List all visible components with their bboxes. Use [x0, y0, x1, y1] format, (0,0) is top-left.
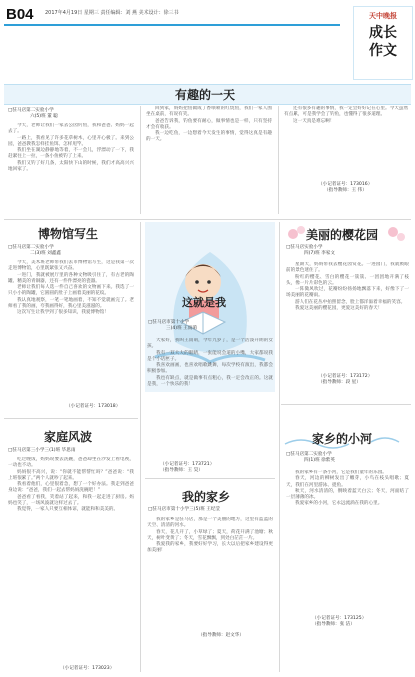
article-byline-yinghua: □驻马店实验小学 四(7)班 李家文: [286, 245, 335, 256]
article-body-youqu-col1: 今天，老师让我们一家去公园钓鱼，我和爸爸、妈妈一起去了。 一路上，我看见了许多花草树木，心里开心极了。来到公园，爸爸教我怎样挂鱼饵、怎样甩竿。 我们坐在湖边静静地等着，不一会儿，浮漂动了一下，我赶紧往上一拉，一条小鱼被钓了上来。 我们又钓了好几条，太阳快下山的时候，我们才高高兴兴地回家了。: [8, 123, 134, 173]
article-title-bowuguan: 博物馆写生: [38, 227, 99, 241]
article-title-youqu: 有趣的一天: [175, 88, 236, 102]
page-number: B04: [6, 6, 34, 23]
article-title-yinghua: 美丽的樱花园: [306, 228, 379, 242]
article-body-jiating: 吃过晚饭，妈妈说要去洗碗，爸爸却坐在沙发上看电视，一动也不动。 妈妈很不高兴，说：“你就不能帮帮忙吗？”爸爸说：“我上班很累了。”两个人就吵了起来。 我看着他们，心里很着急，想了一个好办法。我走到爸爸身边说：“爸爸，我们一起去帮妈妈洗碗吧！” 爸爸看了看我，笑着站了起来，和我一起走进了厨房。妈妈也笑了，一场风波就这样过去了。 我觉得，一家人只要互相体谅，就能和和美美的。: [8, 457, 134, 513]
section-divider: [4, 418, 138, 419]
header-rule: [4, 24, 340, 26]
article-body-yinghua: 星期天，妈妈带我去樱花园赏花。一进园门，我就被眼前的景色迷住了。 粉红的樱花、雪白的樱花一簇簇、一团团地开满了枝头，像一片片彩色的云。 一阵微风吹过，花瓣纷纷扬扬地飘落下来，好像下了一场美丽的花瓣雨。 游人们在花丛中拍照留念，脸上都洋溢着幸福的笑容。 我爱这美丽的樱花园，更爱这美好的春天！: [286, 262, 409, 312]
column-divider: [279, 222, 280, 672]
logo-line-1: 成长: [369, 25, 397, 41]
article-title-zhejiushiwo: 这就是我: [182, 296, 226, 309]
section-divider: [145, 478, 275, 479]
column-divider: [140, 106, 141, 214]
article-byline-zhejiushiwo: □驻马店市第十小学 三(4)班 王雨萌: [148, 320, 197, 331]
article-body-youqu-col3: 还有很多有趣的事情，我一定会好好记在心里。今天虽然有点累，可是我学会了钓鱼，也懂得了很多道理。 这一天真是难忘啊！: [284, 106, 408, 124]
article-note-bowuguan: （小记者证号：173018）: [66, 404, 121, 409]
article-note-wodejiaxiang: （指导教师：赵文华）: [198, 633, 244, 638]
article-title-xiaohe: 家乡的小河: [312, 432, 373, 446]
column-divider: [140, 222, 141, 672]
section-logo: [353, 6, 413, 80]
article-body-youqu-col2: 回到家，妈妈把鱼做成了香喷喷的红烧鱼，我们一家人围坐在桌前，有说有笑。 爸爸告诉我，钓鱼要有耐心，做事情也是一样，只有坚持才会有收获。 我一边吃鱼，一边想着今天发生的事情，觉得这真是有趣的一天。: [146, 106, 272, 143]
article-byline-xiaohe: □驻马店第二实验小学 四(1)班 徐紫英: [286, 452, 335, 463]
article-byline-jiating: □驻马店第三小学三(1)班 毕思雨: [8, 448, 76, 453]
article-title-wodejiaxiang: 我的家乡: [182, 490, 231, 504]
article-body-bowuguan: 今天，美术班老师带我们去市博物馆写生，这是我第一次走进博物馆，心里既紧张又兴奋。 一进门，我就被展厅里的各种文物吸引住了，有古老的陶罐、精美的青铜器，还有一件件漂亮的瓷器。 老师让我们每人选一件自己喜欢的文物画下来。我选了一只小小的陶罐，它圆圆的肚子上画着美丽的花纹。 我认真地观察，一笔一笔地画着，不知不觉就画完了。老师看了我的画，夸我画得好，我心里美滋滋的。 这次写生让我学到了很多知识，我爱博物馆！: [8, 260, 134, 316]
article-byline-wodejiaxiang: □驻马店市第十小学三(5)班 王纪莹: [148, 507, 221, 512]
article-byline-bowuguan: □驻马店第二实验小学 二(3)班 刘鑫鑫: [8, 245, 61, 256]
article-body-wodejiaxiang: 我的家乡是驻马店，那是一个美丽的地方，这里有蓝蓝的天空、清清的河水。 春天，花儿开了，小草绿了；夏天，荷花开满了池塘；秋天，树叶变黄了；冬天，雪花飘飘，到处白茫茫一片。 我爱我的家乡，我要好好学习，长大以后把家乡建设得更加美丽！: [147, 517, 273, 554]
section-divider: [281, 404, 411, 405]
issue-meta: 2017年4月19日 星期三 责任编辑：刘 燕 美术设计：徐三书: [45, 10, 179, 16]
section-divider: [4, 219, 411, 220]
column-divider: [278, 106, 279, 214]
logo-line-2: 作文: [369, 43, 397, 59]
article-body-xiaohe: 我的家乡有一条小河，它是我们童年的乐园。 春天，河边的柳树发出了嫩芽，小鸟在枝头唱歌；夏天，我们在河里游泳、捉鱼。 秋天，河水清清的，倒映着蓝天白云；冬天，河面结了一层薄薄的冰。 我爱家乡的小河，它永远流淌在我的心里。: [286, 470, 409, 507]
article-note-zhejiushiwo: （小记者证号：173721） （指导教师：王 昊）: [160, 462, 215, 473]
article-note-xiaohe: （小记者证号：173125） （指导教师：张 洁）: [312, 616, 367, 627]
article-note-youqu: （小记者证号：173016） （指导教师：王 伟）: [318, 182, 373, 193]
article-body-zhejiushiwo: 大家好，我叫王雨萌，今年九岁了，是一个活泼开朗的女孩。 我有一双大大的眼睛，一张能说会道的小嘴，大家都说我是个小话匣子。 我喜欢画画，也喜欢唱歌跳舞，每次学校有演出，我都会积极参加。 我也有缺点，就是做事有点粗心，我一定会改正的。这就是我，一个快乐的我！: [147, 338, 273, 388]
article-note-jiating: （小记者证号：173023）: [60, 666, 115, 671]
article-note-yinghua: （小记者证号：173172） （指导教师：段 星）: [318, 374, 373, 385]
article-title-jiating: 家庭风波: [44, 430, 93, 444]
article-byline-youqu: □驻马店第二实验小学 六(5)班 董 聪: [8, 108, 58, 119]
logo-newspaper-name: 天中晚报: [369, 11, 397, 20]
logo-section-title: [354, 24, 412, 60]
